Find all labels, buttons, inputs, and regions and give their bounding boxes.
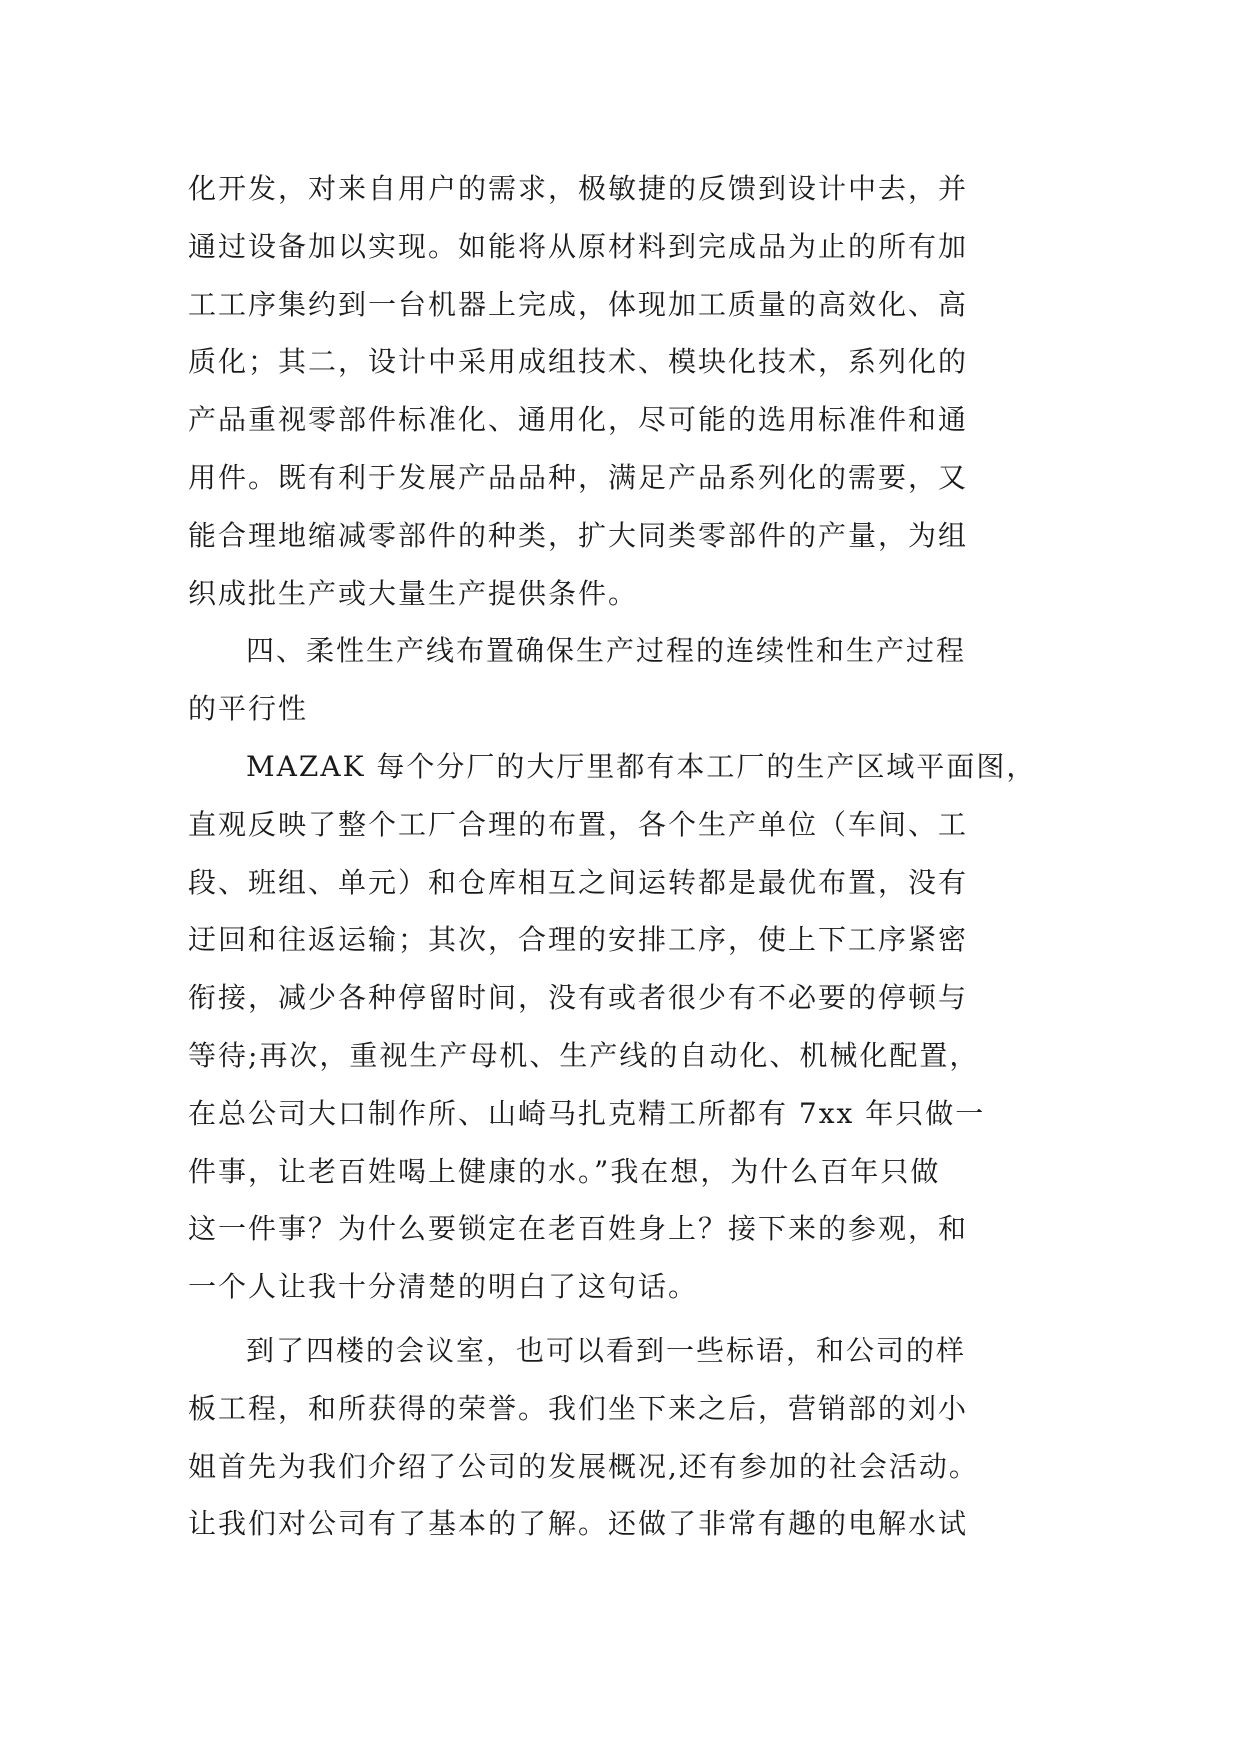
text-line: 工工序集约到一台机器上完成，体现加工质量的高效化、高 <box>188 287 969 321</box>
document-body <box>188 160 1058 1553</box>
paragraph-layout <box>188 738 1058 1316</box>
text-line: MAZAK 每个分厂的大厅里都有本工厂的生产区域平面图， <box>246 749 1037 783</box>
text-line: 织成批生产或大量生产提供条件。 <box>188 576 639 610</box>
text-line: 直观反映了整个工厂合理的布置，各个生产单位（车间、工 <box>188 807 969 841</box>
text-line: 姐首先为我们介绍了公司的发展概况,还有参加的社会活动。 <box>188 1449 979 1483</box>
text-line: 一个人让我十分清楚的明白了这句话。 <box>188 1270 699 1304</box>
text-line: 迂回和往返运输；其次，合理的安排工序，使上下工序紧密 <box>188 923 969 957</box>
text-line: 等待;再次，重视生产母机、生产线的自动化、机械化配置， <box>188 1038 980 1072</box>
paragraph-meeting-room <box>188 1322 1058 1553</box>
text-line: 产品重视零部件标准化、通用化，尽可能的选用标准件和通 <box>188 403 969 437</box>
text-line: 这一件事？为什么要锁定在老百姓身上？接下来的参观，和 <box>188 1212 969 1246</box>
section-heading <box>188 622 1058 738</box>
text-line: 件事，让老百姓喝上健康的水。”我在想，为什么百年只做 <box>188 1154 941 1188</box>
text-line: 到了四楼的会议室，也可以看到一些标语，和公司的样 <box>246 1333 967 1367</box>
text-line: 衔接，减少各种停留时间，没有或者很少有不必要的停顿与 <box>188 981 969 1015</box>
heading-line: 四、柔性生产线布置确保生产过程的连续性和生产过程 <box>246 634 967 668</box>
heading-line: 的平行性 <box>188 692 309 726</box>
text-line: 用件。既有利于发展产品品种，满足产品系列化的需要，又 <box>188 460 969 494</box>
text-line: 能合理地缩减零部件的种类，扩大同类零部件的产量，为组 <box>188 518 969 552</box>
text-line: 通过设备加以实现。如能将从原材料到完成品为止的所有加 <box>188 229 969 263</box>
text-line: 质化；其二，设计中采用成组技术、模块化技术，系列化的 <box>188 345 969 379</box>
text-line: 化开发，对来自用户的需求，极敏捷的反馈到设计中去，并 <box>188 172 969 205</box>
text-line: 在总公司大口制作所、山崎马扎克精工所都有 7xx 年只做一 <box>188 1096 986 1130</box>
paragraph-continuation <box>188 160 1058 622</box>
text-line: 板工程，和所获得的荣誉。我们坐下来之后，营销部的刘小 <box>188 1391 969 1425</box>
text-line: 段、班组、单元）和仓库相互之间运转都是最优布置，没有 <box>188 865 969 899</box>
text-line: 让我们对公司有了基本的了解。还做了非常有趣的电解水试 <box>188 1507 969 1541</box>
